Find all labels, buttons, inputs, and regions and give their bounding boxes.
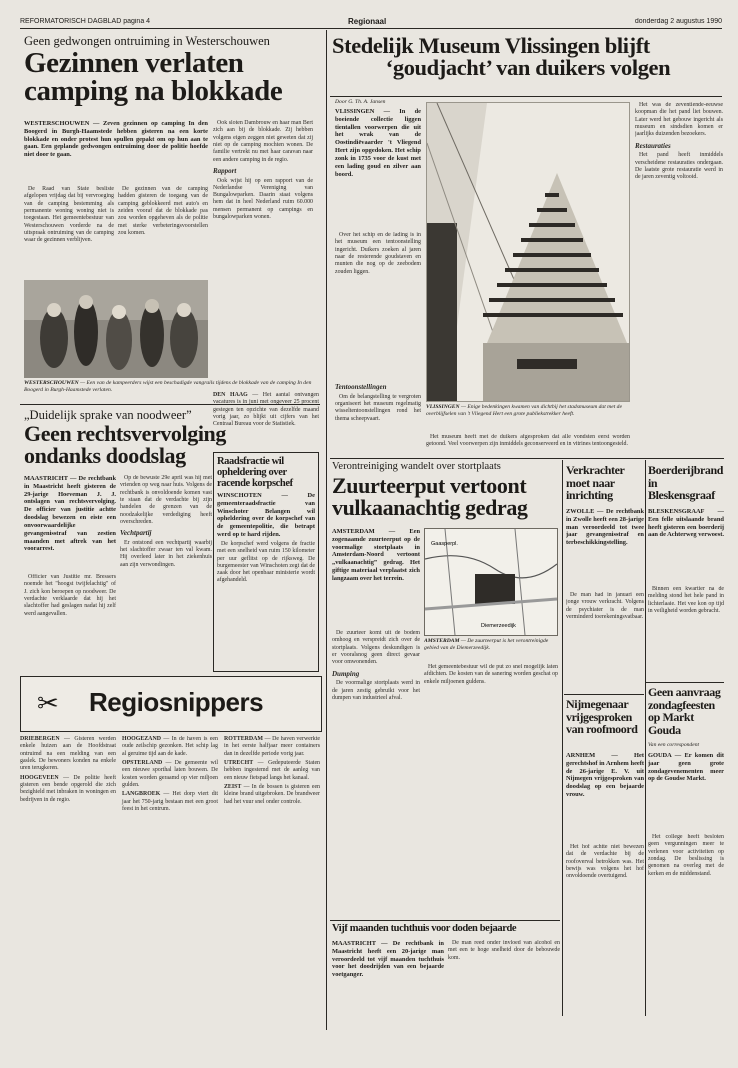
story5-col2-text: Het museum heeft met de duikers afgesproken dat alle vondsten eerst worden getoond. Veel voorwerpen zijn inmiddels geconserveerd en in vitrines tentoongesteld.	[426, 434, 630, 448]
snipper-place-5: LANGBROEK	[122, 791, 161, 798]
snipper-text-1: Gisteren werden enkele huizen aan de Hoofdstraat ontruimd na een melding van een gaslek. De bewoners konden na enkele uren terugkeren.	[20, 736, 117, 772]
story6-caption: AMSTERDAM — De zuurteerput is het verontreinigde gebied van de Diemerzeedijk.	[424, 638, 549, 651]
story5-byline: Door G. Th. A. Jansen	[335, 99, 386, 105]
story1-photo-image	[24, 280, 208, 378]
story6-col2-text: Het gemeentebestuur wil de put zo snel mogelijk laten afdichten. De kosten van de sanering worden geschat op enkele miljoenen guldens.	[424, 664, 558, 685]
story1-col2-text: De gezinnen van de camping hadden gisteren de toegang van de camping geblokkeerd met auto's en zeiden vooraf dat de blokkade pas zou worden opgeheven als de politie met sterke verbeteringsvoorstellen zou komen.	[118, 186, 208, 236]
story5-subhead2: Restauraties	[635, 141, 671, 150]
story5-col1	[335, 232, 421, 380]
story1-subhead: Rapport	[213, 166, 237, 175]
story2-col2b-text: Er ontstond een vechtpartij waarbij het slachtoffer zwaar ten val kwam. Hij overleed later in het ziekenhuis aan zijn verwondingen.	[120, 539, 212, 568]
story4: DEN HAAG — Het aantal ontvangen vacatures is in juni met ongeveer 25 procent gestegen ten opzichte van dezelfde maand vorig jaar, zo blijkt uit cijfers van het Centraal Bureau voor de Statistiek.	[213, 392, 319, 428]
story5-lead: VLISSINGEN — In de boeiende collectie liggen tientallen voorwerpen die uit het wrak van de Oostindiëvaarder 't Vliegend Hert zijn opgedoken. Het schip zonk in 1735 voor de kust met een lading goud en zilver aan boord.	[335, 108, 421, 178]
story6-map	[424, 528, 558, 636]
story6-col1-text: De zuurteer komt uit de bodem omhoog en verspreidt zich over de stortplaats. Volgens deskundigen is er vooralsnog geen direct gevaar voor omwonenden.	[332, 630, 420, 666]
story1-col3	[213, 120, 313, 370]
story2-col2	[120, 475, 212, 675]
story5-caption-text: Enige bedenkingen kwamen van dichtbij het stadsmuseum dat met de overblijfselen van 't Vliegend Hert een grote publiekstrekker heeft.	[426, 404, 622, 417]
snipper-place-4: OPSTERLAND	[122, 759, 163, 766]
story8-body-text: De man had in januari een jonge vrouw verkracht. Volgens de psychiater is de man verminderd toerekeningsvatbaar.	[566, 592, 644, 620]
story3-body	[217, 541, 315, 585]
story1-lead: WESTERSCHOUWEN — Zeven gezinnen op camping In den Boogerd in Burgh-Haamstede hebben gisteren na een korte blokkade en onder protest hun spullen gepakt om op hun aan te gaan. Een geplande gedwongen ontruiming door de politie hoefde niet door te gaan.	[24, 120, 208, 159]
snipper-text-4: De gemeente wil een nieuwe sporthal laten bouwen. De kosten worden geraamd op vier miljoen gulden.	[122, 759, 218, 788]
header-center: Regionaal	[348, 17, 387, 26]
snipper-place-8: ZEIST	[224, 783, 242, 790]
story5-caption: VLISSINGEN — Enige bedenkingen kwamen van dichtbij het stadsmuseum dat met de overblijfselen van 't Vliegend Hert een grote publiekstrekker heeft.	[426, 404, 622, 417]
story2-col2-text: Op de bewuste 29e april was hij met vrienden op weg naar huis. Volgens de rechtbank is onvoldoende komen vast te staan dat de verdachte bij zijn handelen de grenzen van de noodzakelijke verdediging heeft overschreden.	[120, 475, 212, 525]
snipper-text-6: De haven verwerkte in het eerste halfjaar meer containers dan in dezelfde periode vorig jaar.	[224, 736, 320, 757]
story11-body	[648, 834, 724, 1014]
divider-story7	[330, 920, 560, 921]
story5-col2b-text: Om de belangstelling te vergroten organiseert het museum regelmatig wisseltentoonstellingen rond het thema scheepvaart.	[335, 393, 421, 422]
snipper-place-3: HOOGEZAND	[122, 736, 161, 742]
story1-headline-line2: camping na blokkade	[24, 75, 283, 108]
story11-byline: Van een correspondent	[648, 742, 700, 748]
divider-top-right	[330, 458, 724, 459]
header-rule	[20, 28, 722, 29]
story6-lead: AMSTERDAM — Een zogenaamde zuurteerput op de voormalige stortplaats in Amsterdam-Noord vertoont „vulkaanachtig” gedrag. Het giftige materiaal verplaatst zich langzaam over het terrein.	[332, 528, 420, 582]
column-rule-right	[562, 460, 563, 1016]
story2-subhead: Vechtpartij	[120, 529, 152, 538]
story10-headline: Boerderijbrand in Bleskensgraaf	[648, 464, 724, 503]
story7-headline: Vijf maanden tuchthuis voor doden bejaarde	[332, 924, 517, 934]
story6-headline-line2: vulkaanachtig gedrag	[332, 494, 528, 520]
story6-headline	[332, 475, 560, 527]
story6-subhead: Dumping	[332, 669, 360, 678]
story4-body: Het aantal ontvangen vacatures is in juni met ongeveer 25 procent gestegen ten opzichte van dezelfde maand vorig jaar, zo blijkt uit cijfers van het Centraal Bureau voor de Statistiek.	[213, 392, 319, 428]
story8-body	[566, 592, 644, 696]
story1-kicker: Geen gedwongen ontruiming in Westerschouwen	[24, 35, 270, 48]
snipper-text-5: Het dorp viert dit jaar het 750-jarig bestaan met een groot feest in het centrum.	[122, 791, 218, 812]
story10-body-text: Binnen een kwartier na de melding stond het hele pand in lichterlaaie. Het vee kon op tijd in veiligheid worden gebracht.	[648, 586, 724, 614]
story3-body-text: De korpschef werd volgens de fractie met een snelheid van ruim 150 kilometer per uur geflitst op de rijksweg. De burgemeester van Winschoten zegt dat de zaak door het openbaar ministerie wordt afgehandeld.	[217, 540, 315, 584]
story1-caption-text: Een van de kampeerders wijst een beschadigde vangrails tijdens de blokkade van de camping In den Boogerd in Burgh-Haamstede verlaten.	[24, 380, 312, 393]
story6-caption-text: De zuurteerput is het verontreinigde gebied van de Diemerzeedijk.	[424, 638, 549, 651]
story8-headline: Verkrachter moet naar inrichting	[566, 464, 625, 503]
snipper-place-7: UTRECHT	[224, 759, 254, 766]
story11-headline: Geen aanvraag zondagfeesten op Markt Gouda	[648, 686, 721, 737]
regiosnippers-col1: DRIEBERGEN — Gisteren werden enkele huizen aan de Hoofdstraat ontruimd na een melding van een gaslek. De bewoners konden na enkele uren terugkeren. HOOGEVEEN — De politie heeft gisteren een bende opgerold die zich bezighield met inbraken in woningen en bedrijven in de regio.	[20, 736, 117, 803]
story10-body	[648, 586, 724, 682]
story8-lead: ZWOLLE — De rechtbank in Zwolle heeft een 28-jarige man veroordeeld tot twee jaar gevangenisstraf en terbeschikkingstelling.	[566, 508, 644, 547]
story11-lead: GOUDA — Er komen dit jaar geen grote zondagevenementen meer op de Goudse Markt.	[648, 752, 724, 783]
story7-lead: MAASTRICHT — De rechtbank in Maastricht heeft een 20-jarige man veroordeeld tot vijf maanden tuchthuis voor het doodrijden van een bejaarde voetganger.	[332, 940, 444, 979]
column-rule-main	[326, 30, 327, 1030]
story6-map-image	[425, 529, 557, 635]
story5-photo-image	[427, 103, 629, 401]
story3-headline: Raadsfractie wil opheldering over racende korpschef	[217, 456, 293, 490]
story5-caption-label: VLISSINGEN	[426, 404, 460, 410]
story7-body	[448, 940, 560, 1010]
story9-body-text: Het hof achtte niet bewezen dat de verdachte bij de roofoverval betrokken was. Het bewijs was volgens het hof onvoldoende overtuigend.	[566, 844, 644, 880]
story5-col1-text: Over het schip en de lading is in het museum een tentoonstelling ingericht. Duikers zoeken al jaren naar de resterende goudstaven en munten die nog op de zeebodem zouden liggen.	[335, 232, 421, 275]
story5-rule	[330, 96, 722, 97]
story7-body-text: De man reed onder invloed van alcohol en met een te hoge snelheid door de bebouwde kom.	[448, 940, 560, 961]
story6-kicker: Verontreiniging wandelt over stortplaats	[332, 461, 501, 472]
story5-photo	[426, 102, 630, 402]
story6-col2	[424, 664, 558, 800]
story1-col2	[118, 186, 208, 278]
story6-caption-label: AMSTERDAM	[424, 638, 460, 644]
story2-col1-text: Officier van Justitie mr. Bressers noemde het "hoogst twijfelachtig" of J. zich kon beroepen op noodweer. De verdachte verklaarde dat hij het slachtoffer had geslagen nadat hij zelf werd aangevallen.	[24, 574, 116, 617]
story1-photo	[24, 280, 208, 378]
regiosnippers-col3: ROTTERDAM — De haven verwerkte in het eerste halfjaar meer containers dan in dezelfde periode vorig jaar. UTRECHT — Gedeputeerde Staten hebben ingestemd met de aanleg van een nieuw fietspad langs het kanaal. ZEIST — In de bossen is gisteren een kleine brand uitgebroken. De brandweer had het vuur snel onder controle.	[224, 736, 321, 805]
divider-story9	[564, 694, 644, 695]
story2-headline-line1: Geen rechtsvervolging	[24, 423, 226, 446]
story2-kicker: „Duidelijk sprake van noodweer”	[24, 409, 192, 422]
column-rule-far-right	[645, 460, 646, 1016]
regiosnippers-banner	[20, 676, 322, 732]
story3-lead: WINSCHOTEN — De gemeenteraadsfractie van Winschoter Belangen wil opheldering over de korpschef van de gemeentepolitie, die betrapt werd op te hard rijden.	[217, 492, 315, 539]
regiosnippers-list	[20, 736, 322, 1026]
story2-col1	[24, 574, 116, 674]
divider-story11	[646, 682, 724, 683]
story5-col4b-text: Het pand heeft inmiddels verscheidene restauraties ondergaan. De laatste grote restauratie werd in de jaren zeventig voltooid.	[635, 152, 723, 181]
regiosnippers-title: Regiosnippers	[89, 687, 264, 717]
snipper-place-6: ROTTERDAM	[224, 736, 263, 742]
regiosnippers-col2: HOOGEZAND — In de haven is een oude zeilschip gezonken. Het schip lag al geruime tijd aan de kade. OPSTERLAND — De gemeente wil een nieuwe sporthal laten bouwen. De kosten worden geraamd op vier miljoen gulden. LANGBROEK — Het dorp viert dit jaar het 750-jarig bestaan met een groot feest in het centrum.	[122, 736, 218, 812]
story5-col4	[635, 102, 723, 458]
story5-headline-line2: ‘goudjacht’ van duikers volgen	[385, 55, 671, 81]
story1-headline-line1: Gezinnen verlaten	[24, 49, 244, 79]
story1-col1-text: De Raad van State besliste afgelopen vrijdag dat bij vervroeging van de camping bestemming als permanente woning woning niet is toegestaan. Het gemeentebestuur van Westerschouwen vorderde na de uitspraak ontruiming van de camping waar de gezinnen verblijven.	[24, 186, 114, 244]
story6-map-label-1: Gaasperpl.	[431, 541, 458, 547]
story9-lead: ARNHEM — Het gerechtshof in Arnhem heeft de 26-jarige E. V. uit Nijmegen vrijgesproken van doodslag op een bejaarde vrouw.	[566, 752, 644, 799]
story5-headline	[332, 35, 724, 95]
snipper-text-2: De politie heeft gisteren een bende opgerold die zich bezighield met inbraken in woningen en bedrijven in de regio.	[20, 774, 116, 803]
snipper-text-7: Gedeputeerde Staten hebben ingestemd met de aanleg van een nieuw fietspad langs het kanaal.	[224, 759, 321, 781]
story11-body-text: Het college heeft besloten geen vergunningen meer te verlenen voor activiteiten op zondag. De beslissing is genomen na overleg met de kerken en de middenstand.	[648, 834, 724, 877]
story1-col1	[24, 186, 114, 278]
story1-col3b-text: Ook wijst hij op een rapport van de Nederlandse Vereniging van Bungalowparken. Daarin staat volgens hem dat in heel Nederland ruim 60.000 mensen permanent op campings en bungalowparken wonen.	[213, 177, 313, 221]
story9-body	[566, 844, 644, 1014]
story5-col2	[426, 434, 630, 454]
story1-caption: WESTERSCHOUWEN — Een van de kampeerders wijst een beschadigde vangrails tijdens de blokkade van de camping In den Boogerd in Burgh-Haamstede verlaten.	[24, 380, 312, 393]
header-left: REFORMATORISCH DAGBLAD pagina 4	[20, 18, 151, 25]
story5-col4-text: Het was de zeventiende-eeuwse koopman die het pand liet bouwen. Later werd het gebouw ingericht als museum en sindsdien komen er jaarlijks duizenden bezoekers.	[635, 102, 723, 138]
snipper-text-8: In de bossen is gisteren een kleine brand uitgebroken. De brandweer had het vuur snel onder controle.	[224, 783, 320, 805]
story5-col1b	[335, 380, 421, 434]
story5-subhead: Tentoonstellingen	[335, 383, 387, 391]
story2-headline-line2: ondanks doodslag	[24, 442, 186, 468]
header-right: donderdag 2 augustus 1990	[634, 18, 722, 25]
story2-lead: MAASTRICHT — De rechtbank in Maastricht heeft gisteren de 29-jarige Hoeveman J. J. ontslagen van rechtsvervolging. De officier van justitie achtte doodslag bewezen en eiste een onvoorwaardelijke gevangenisstraf van zestien maanden met aftrek van het voorarrest.	[24, 475, 116, 553]
story1-col3-text: Ook sloten Dambrouw en haar man Bert zich aan bij de blokkade. Zij hebben volgens eigen zeggen niet geweten dat zij niet op de camping mochten wonen. De familie vertrekt nu met haar caravan naar een andere camping in de regio.	[213, 120, 313, 163]
story1-headline	[24, 49, 324, 119]
scissors-icon: ✂	[37, 689, 59, 718]
story1-caption-label: WESTERSCHOUWEN	[24, 380, 79, 386]
story5-headline-line1: Stedelijk Museum Vlissingen blijft	[332, 35, 650, 58]
snipper-place-1: DRIEBERGEN	[20, 736, 60, 742]
story6-col1b-text: De voormalige stortplaats werd in de jaren zestig gebruikt voor het dumpen van industrieel afval.	[332, 680, 420, 701]
story6-col1	[332, 630, 420, 800]
story6-map-label-2: Diemerzeedijk	[481, 623, 516, 629]
story3-box	[213, 452, 319, 672]
snipper-text-3: In de haven is een oude zeilschip gezonken. Het schip lag al geruime tijd aan de kade.	[122, 736, 218, 757]
story9-headline: Nijmegenaar vrijgesproken van roofmoord	[566, 698, 638, 737]
story10-lead: BLESKENSGRAAF — Een felle uitslaande brand heeft gisteren een boerderij aan de Achterweg verwoest.	[648, 508, 724, 539]
snipper-place-2: HOOGEVEEN	[20, 774, 59, 781]
story4-label: DEN HAAG	[213, 392, 248, 398]
story6-headline-line1: Zuurteerput vertoont	[332, 475, 527, 498]
